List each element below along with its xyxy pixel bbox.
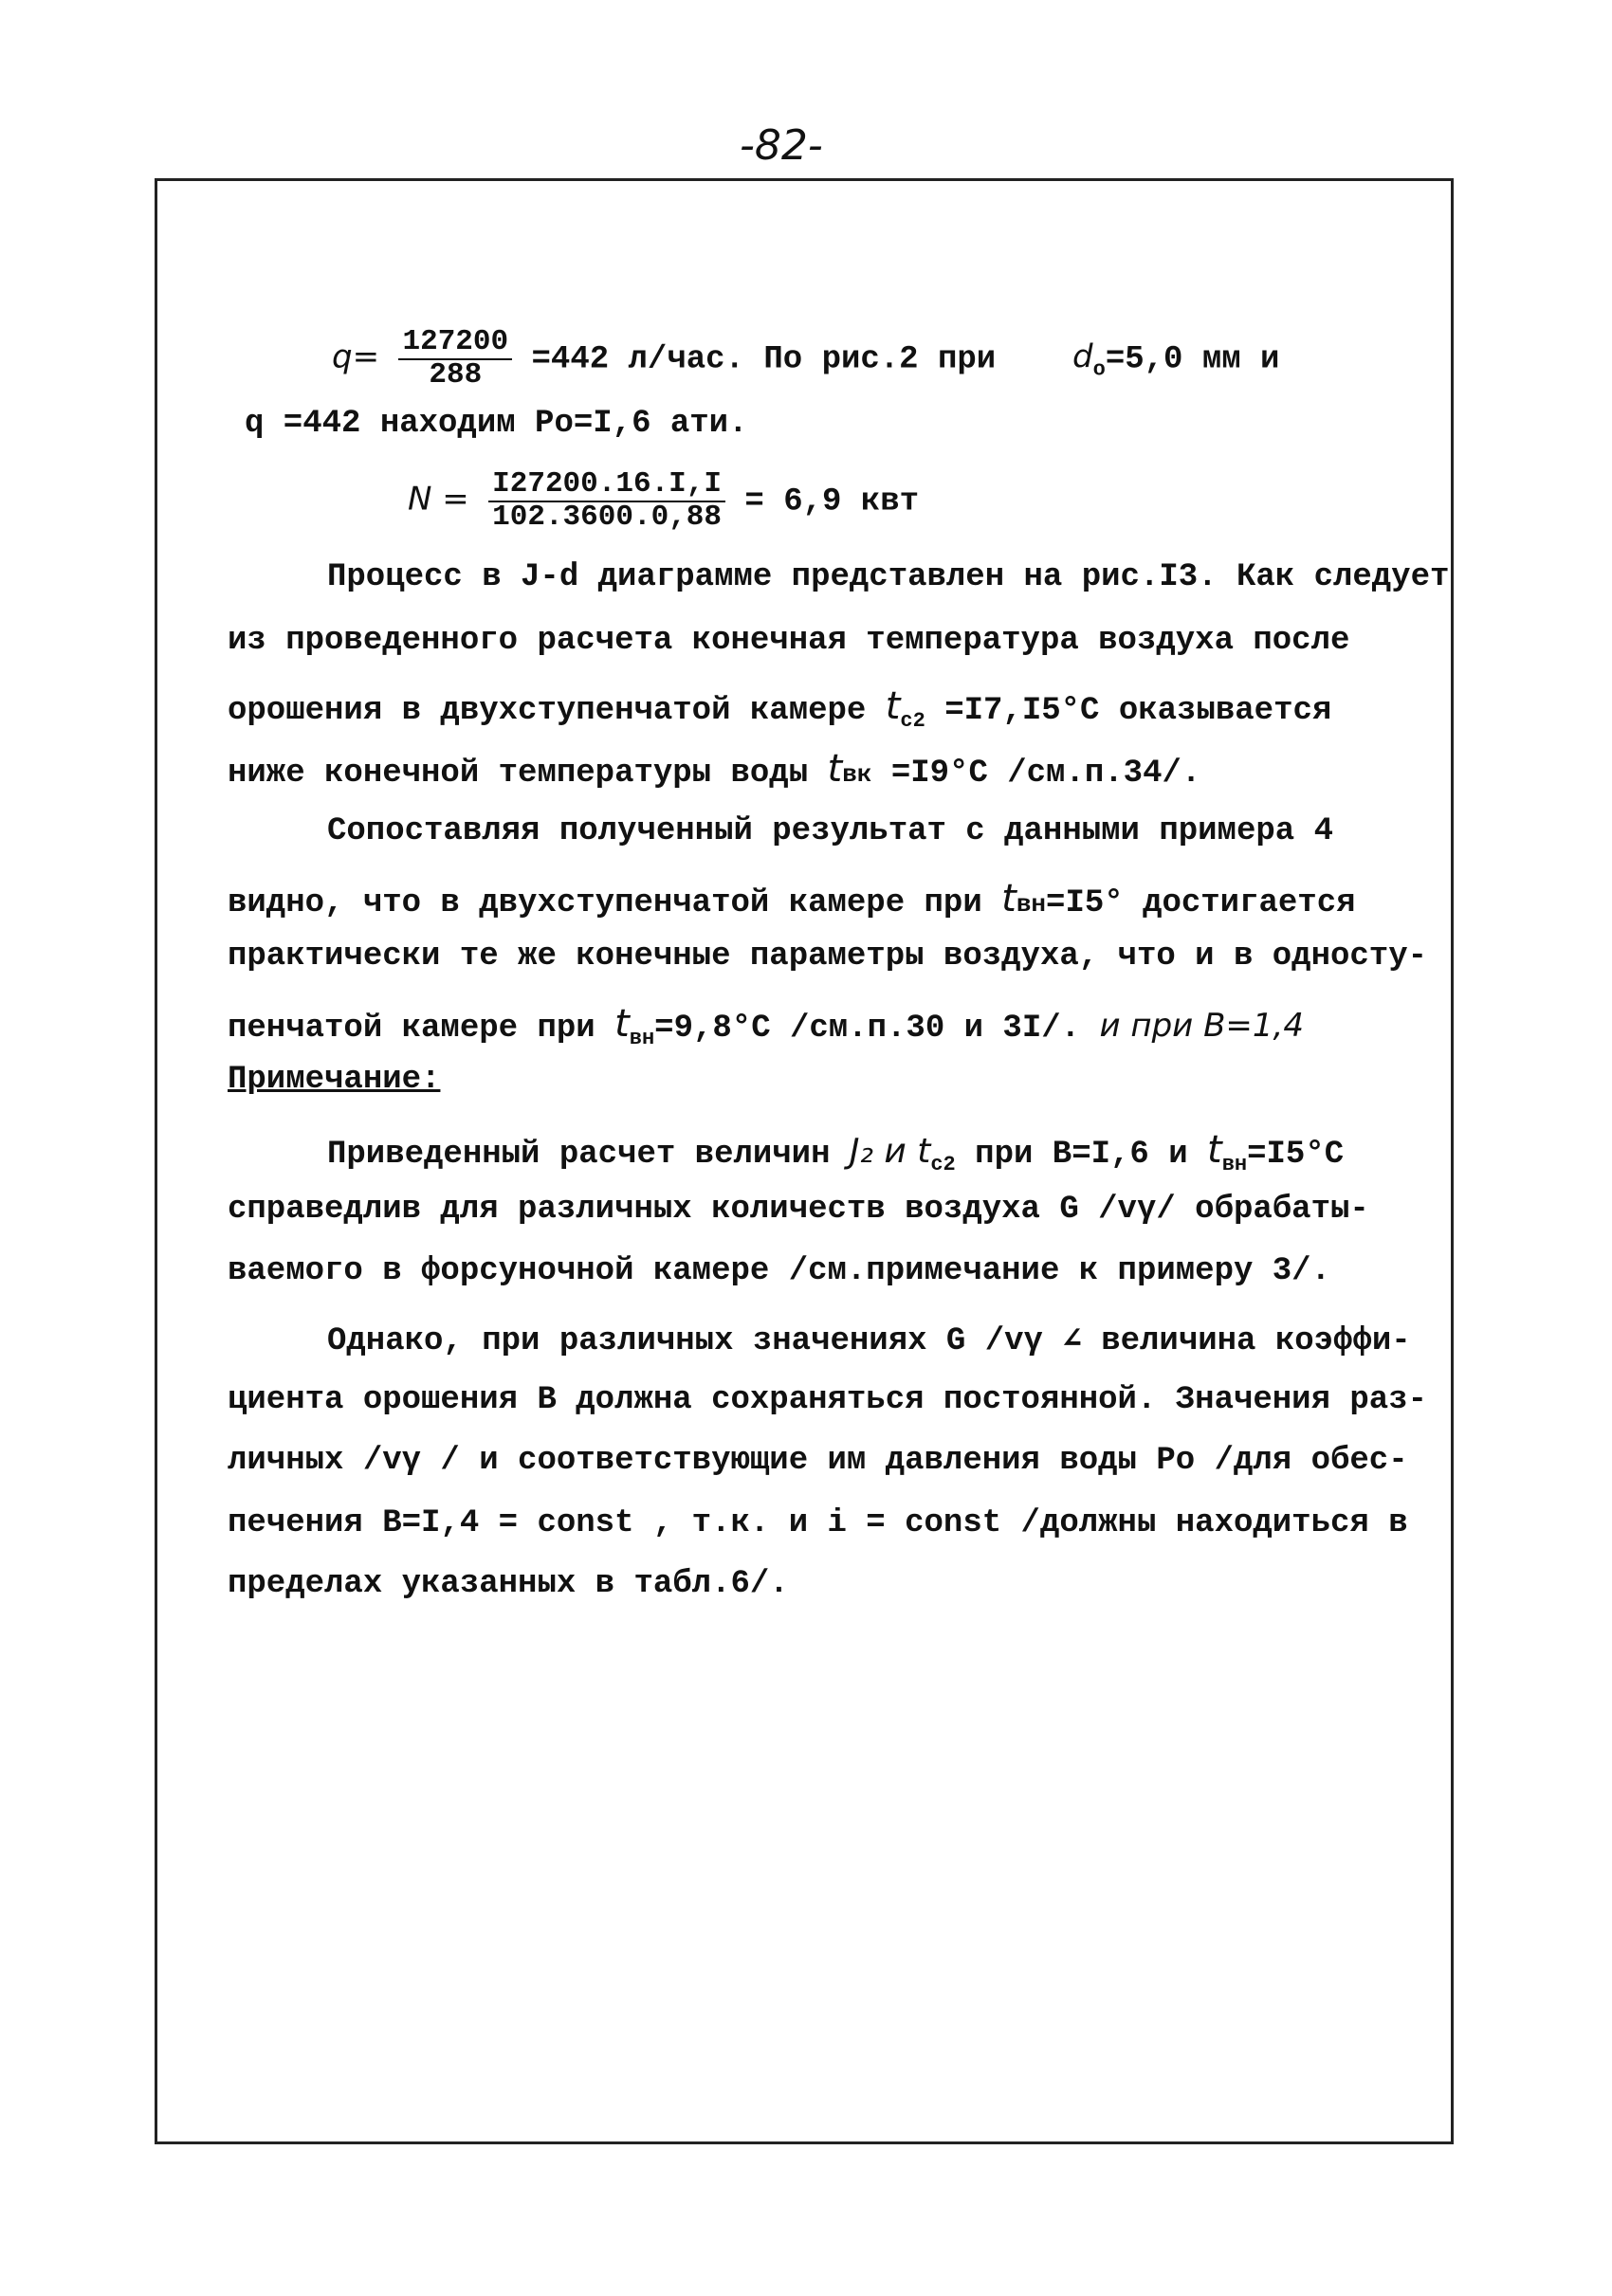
p1-line1: Процесс в J-d диаграмме представлен на рис.I3. Как следует (327, 559, 1450, 595)
p3-line2: справедлив для различных количеств воздуха G /vγ/ обрабаты- (228, 1192, 1369, 1228)
p4-line4: печения В=I,4 = const , т.к. и i = const /должны находиться в (228, 1505, 1408, 1541)
page-number: -82- (740, 121, 823, 170)
note-title: Примечание: (228, 1062, 441, 1098)
p3-line3: ваемого в форсуночной камере /см.примечание к примеру 3/. (228, 1253, 1330, 1289)
line-pressure: q =442 находим Po=I,6 ати. (245, 406, 748, 442)
formula-q: q= $\frac{127200}{288}$ =442 л/час. По рис.2 при $d_o=5,0$ мм и (332, 325, 1280, 392)
p1-line3: орошения в двухступенчатой камере $t_{c2} =I7,I5^\circ C$ оказывается (228, 684, 1332, 733)
fraction-n: $\frac{I27200.16.I,I}{102.3600.0,88}$ (488, 469, 725, 533)
p4-line2: циента орошения В должна сохраняться постоянной. Значения раз- (228, 1382, 1428, 1418)
p2-line1: Сопоставляя полученный результат с данными примера 4 (327, 813, 1333, 849)
p4-line3: личных /vγ / и соответствующие им давления воды Ро /для обес- (228, 1443, 1408, 1479)
p2-line2: видно, что в двухступенчатой камере при tвн=I5° достигается (228, 877, 1356, 921)
p1-line4: ниже конечной температуры воды tвк =I9°C /см.п.34/. (228, 747, 1201, 792)
p2-line3: практически те же конечные параметры воздуха, что и в односту- (228, 938, 1428, 975)
formula-n: N = $\frac{I27200.16.I,I}{102.3600.0,88}$ = 6,9 квт (408, 467, 920, 534)
p2-line4: пенчатой камере при $t_{вн}=9,8^\circ C$ /см.п.30 и 3I/. и при В=1,4 (228, 1002, 1304, 1050)
fraction-q: $\frac{127200}{288}$ (398, 327, 512, 391)
p1-line2: из проведенного расчета конечная температура воздуха после (228, 623, 1350, 659)
p4-line1: Однако, при различных значениях G /vγ ∠ величина коэффи- (327, 1323, 1411, 1359)
p3-line1: Приведенный расчет величин J₂ и $t_{c2}$ при В=I,6 и $t_{вн}=I5^\circ C$ (327, 1128, 1345, 1176)
p4-line5: пределах указанных в табл.6/. (228, 1566, 789, 1602)
